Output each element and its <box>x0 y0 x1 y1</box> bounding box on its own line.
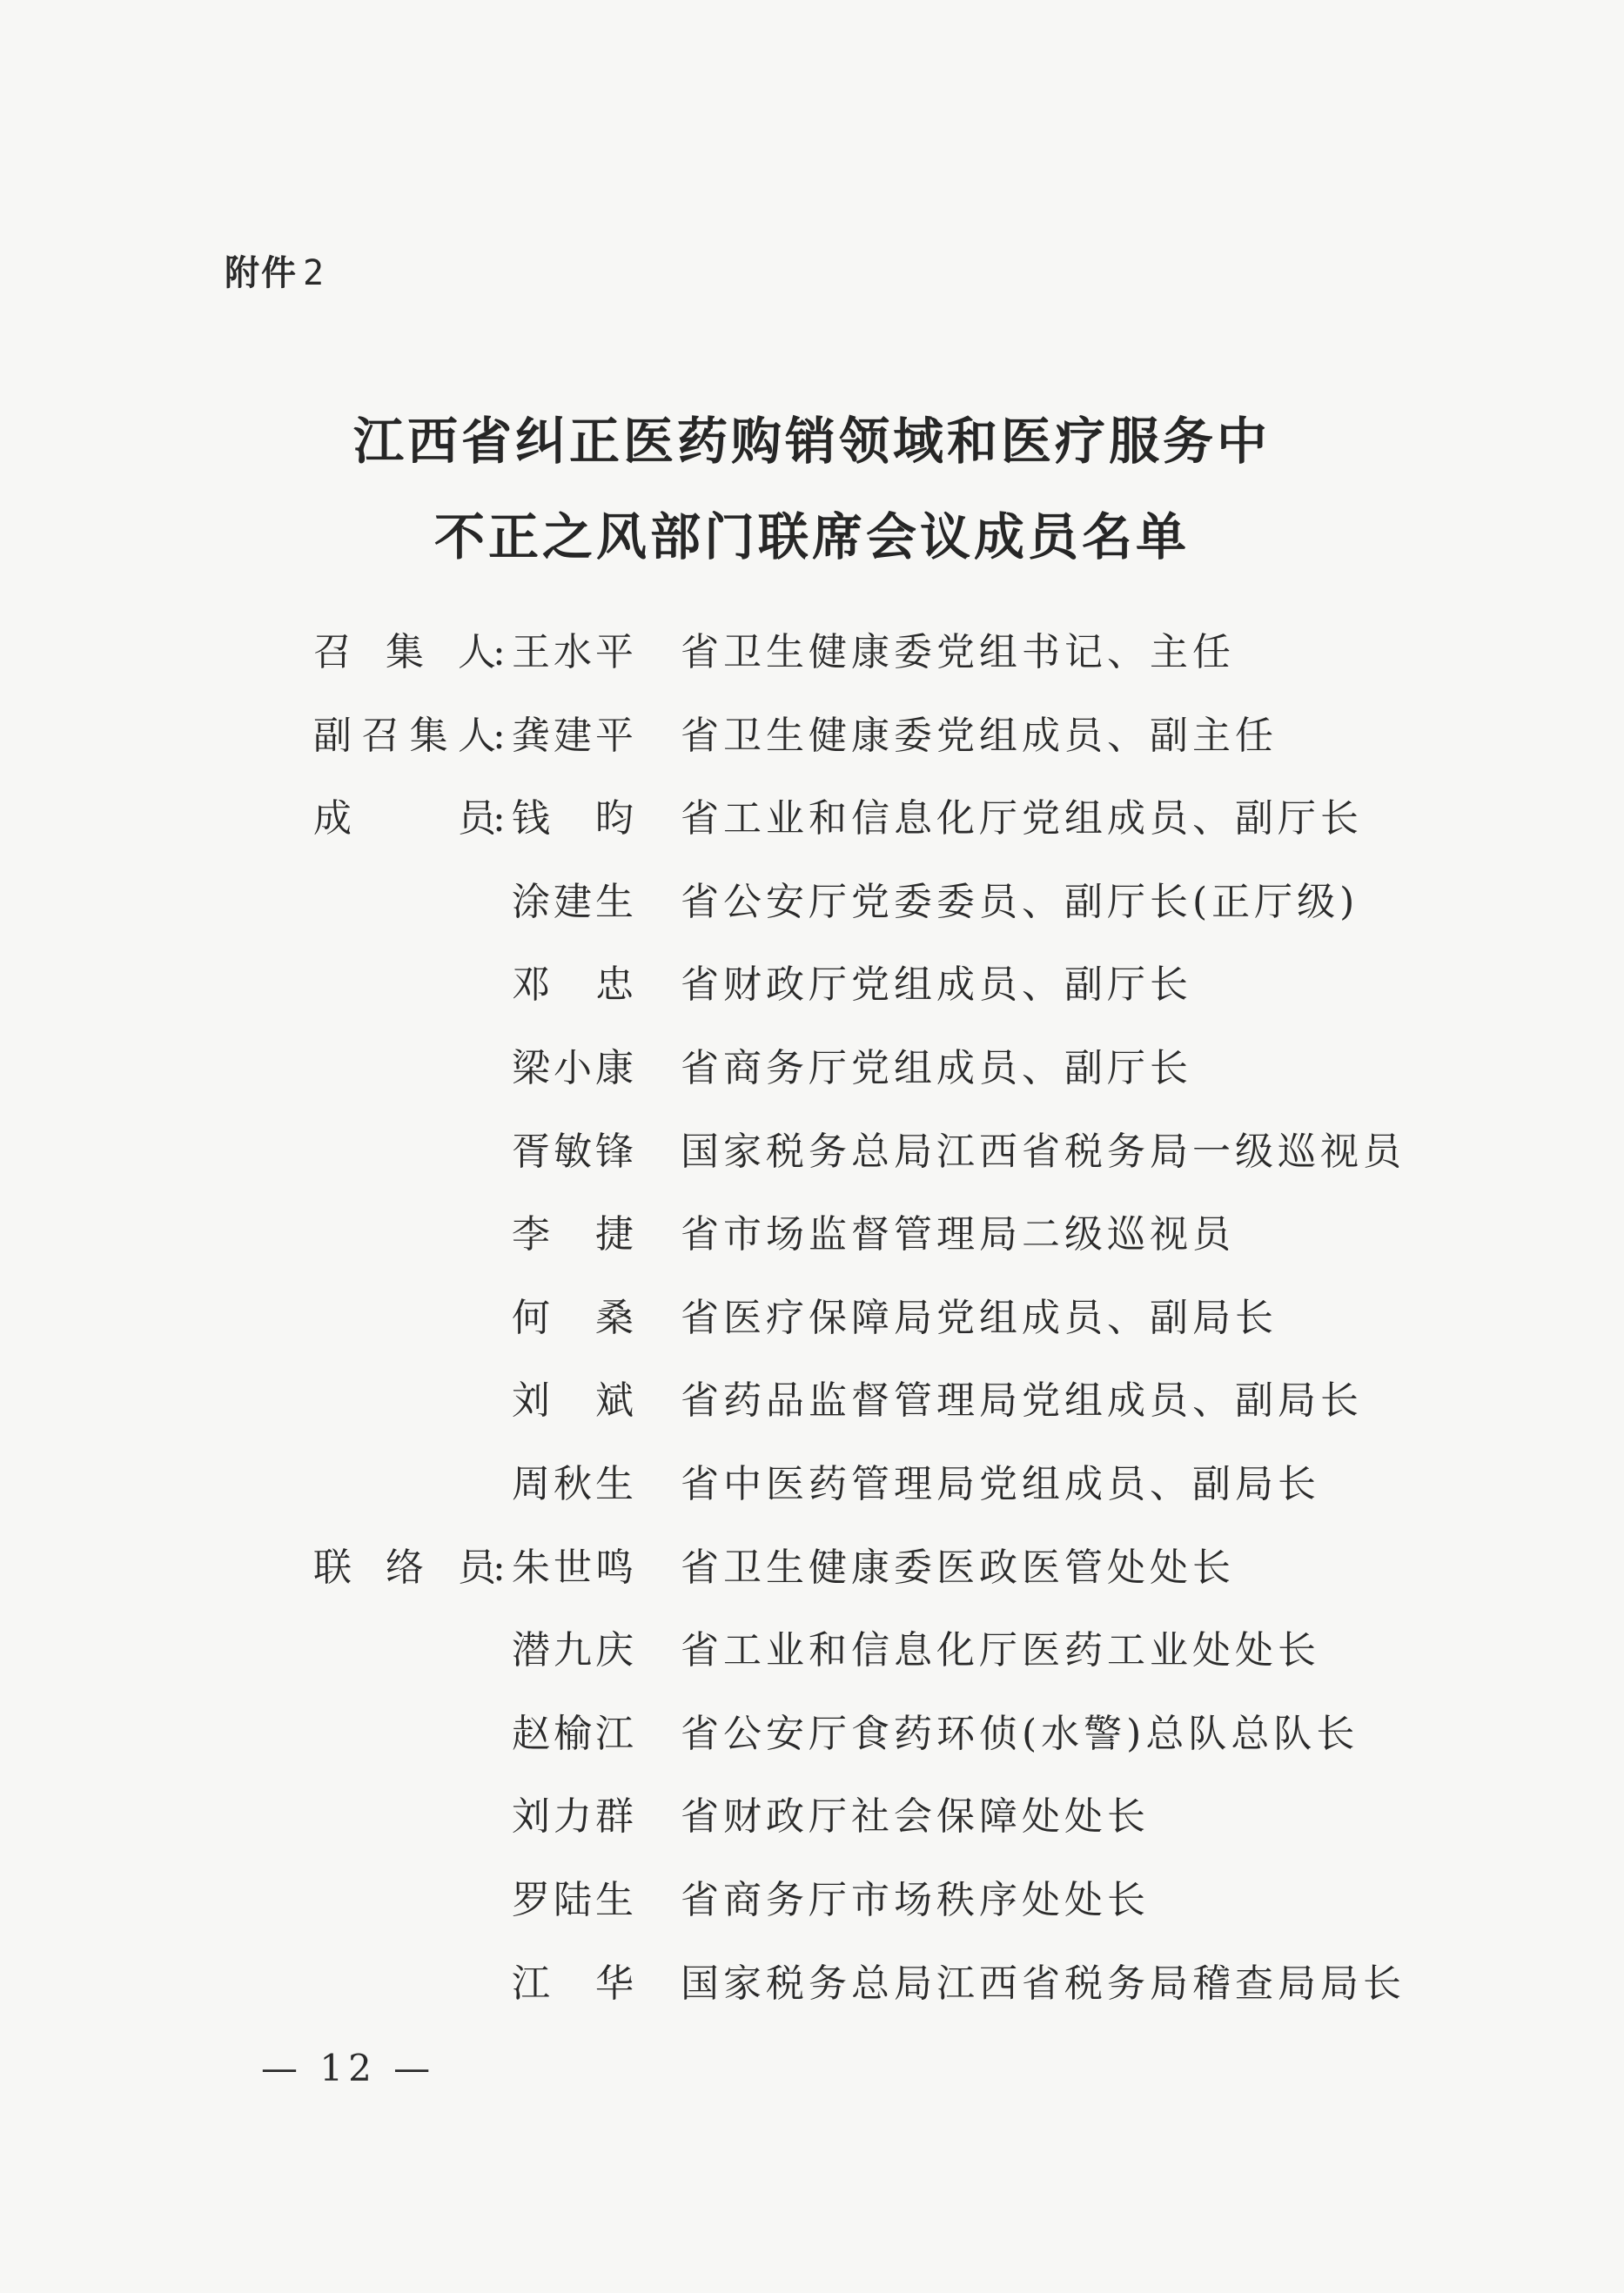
member-name: 涂 建 生 <box>512 879 634 924</box>
member-position: 省卫生健康委党组书记、主任 <box>681 630 1235 674</box>
member-position: 省卫生健康委医政医管处处长 <box>681 1545 1235 1590</box>
page-number: — 12 — <box>261 2047 436 2089</box>
member-position: 省工业和信息化厅医药工业处处长 <box>681 1628 1320 1673</box>
member-role: 联 络 员 <box>313 1545 496 1590</box>
member-position: 省公安厅党委委员、副厅长(正厅级) <box>681 879 1359 924</box>
member-colon: : <box>493 796 506 841</box>
member-position: 省卫生健康委党组成员、副主任 <box>681 713 1278 758</box>
member-name: 刘 力 群 <box>512 1794 634 1840</box>
member-position: 国家税务总局江西省税务局稽查局局长 <box>681 1961 1406 2006</box>
attachment-text: 附件 <box>225 253 298 293</box>
member-name: 朱 世 鸣 <box>512 1545 634 1590</box>
member-colon: : <box>493 713 506 758</box>
member-name: 江 华 <box>512 1961 634 2006</box>
member-name: 周 秋 生 <box>512 1462 634 1506</box>
member-name: 钱 昀 <box>512 796 634 841</box>
attachment-number: 2 <box>303 253 326 293</box>
member-position: 省财政厅党组成员、副厅长 <box>681 962 1192 1008</box>
member-name: 潜 九 庆 <box>512 1628 634 1673</box>
document-title-line-2: 不正之风部门联席会议成员名单 <box>433 507 1190 567</box>
member-position: 省商务厅市场秩序处处长 <box>681 1878 1150 1922</box>
attachment-label <box>225 245 325 295</box>
member-role: 成 员 <box>313 796 496 841</box>
member-position: 省工业和信息化厅党组成员、副厅长 <box>681 796 1363 841</box>
member-position: 省财政厅社会保障处处长 <box>681 1794 1150 1840</box>
member-name: 刘 斌 <box>512 1378 634 1424</box>
member-name: 梁 小 康 <box>512 1046 634 1090</box>
member-position: 省药品监督管理局党组成员、副局长 <box>681 1378 1363 1424</box>
member-name: 罗 陆 生 <box>512 1878 634 1922</box>
member-colon: : <box>493 630 506 674</box>
member-position: 省公安厅食药环侦(水警)总队总队长 <box>681 1711 1359 1756</box>
member-colon: : <box>493 1545 506 1590</box>
member-position: 国家税务总局江西省税务局一级巡视员 <box>681 1129 1406 1174</box>
member-name: 龚 建 平 <box>512 713 634 758</box>
member-position: 省中医药管理局党组成员、副局长 <box>681 1462 1320 1506</box>
member-name: 邓 忠 <box>512 962 634 1008</box>
member-position: 省商务厅党组成员、副厅长 <box>681 1046 1192 1090</box>
document-title-line-1: 江西省纠正医药购销领域和医疗服务中 <box>352 412 1271 471</box>
member-role: 召 集 人 <box>313 630 496 674</box>
member-name: 李 捷 <box>512 1212 634 1257</box>
member-role: 副 召 集 人 <box>313 713 496 758</box>
member-position: 省市场监督管理局二级巡视员 <box>681 1212 1235 1257</box>
member-name: 赵 榆 江 <box>512 1711 634 1756</box>
member-position: 省医疗保障局党组成员、副局长 <box>681 1295 1278 1340</box>
member-name: 王 水 平 <box>512 630 634 674</box>
member-name: 胥 敏 锋 <box>512 1129 634 1174</box>
member-name: 何 桑 <box>512 1295 634 1340</box>
